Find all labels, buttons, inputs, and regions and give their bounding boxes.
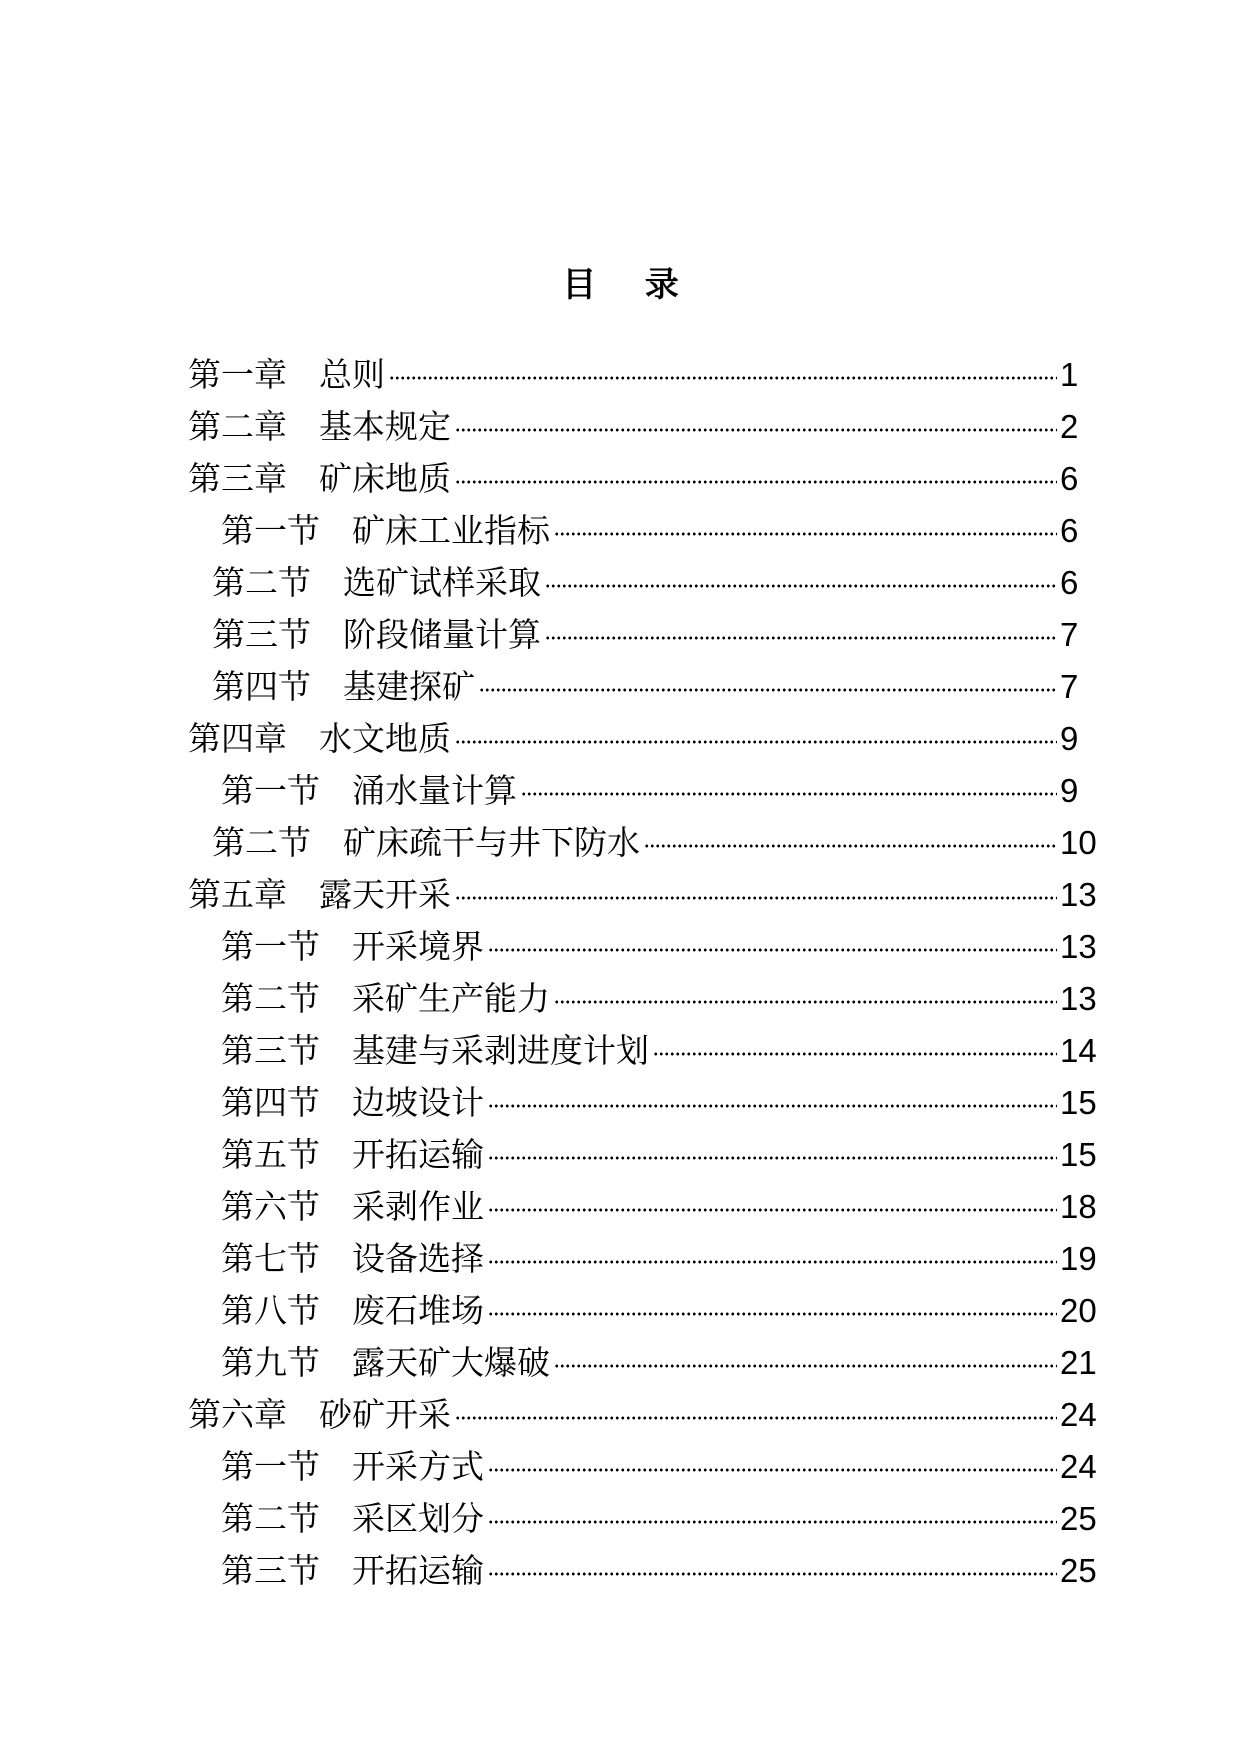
toc-section-entry bbox=[188, 1493, 1104, 1545]
section-label: 第三节 bbox=[221, 1552, 320, 1589]
section-label: 第一节 bbox=[221, 512, 320, 549]
section-label: 第一节 bbox=[221, 1448, 320, 1485]
dot-leader bbox=[488, 1520, 1057, 1524]
dot-leader bbox=[488, 1312, 1057, 1316]
dot-leader bbox=[554, 1000, 1057, 1004]
toc-section-entry bbox=[188, 1025, 1104, 1077]
section-title: 采剥作业 bbox=[352, 1188, 484, 1225]
chapter-title: 露天开采 bbox=[319, 876, 451, 913]
toc-heading: 目 录 bbox=[562, 266, 679, 304]
dot-leader bbox=[488, 1260, 1057, 1264]
dot-leader bbox=[455, 896, 1057, 900]
section-label: 第一节 bbox=[221, 772, 320, 809]
section-label: 第二节 bbox=[221, 980, 320, 1017]
toc-chapter-entry bbox=[188, 869, 1104, 921]
dot-leader bbox=[488, 1572, 1057, 1576]
dot-leader bbox=[455, 480, 1057, 484]
dot-leader bbox=[545, 636, 1057, 640]
section-label: 第八节 bbox=[221, 1292, 320, 1329]
page-number: 6 bbox=[1060, 460, 1079, 497]
section-title: 废石堆场 bbox=[352, 1292, 484, 1329]
section-label: 第二节 bbox=[212, 824, 311, 861]
page-number: 15 bbox=[1060, 1136, 1097, 1173]
toc-section-entry bbox=[188, 661, 1104, 713]
page-number: 6 bbox=[1060, 564, 1079, 601]
page-number: 14 bbox=[1060, 1032, 1097, 1069]
toc-section-entry bbox=[188, 1337, 1104, 1389]
table-of-contents bbox=[188, 349, 1104, 1597]
page-number: 13 bbox=[1060, 980, 1097, 1017]
chapter-label: 第六章 bbox=[188, 1396, 287, 1433]
chapter-title: 总则 bbox=[319, 356, 385, 393]
page-number: 13 bbox=[1060, 928, 1097, 965]
page-number: 7 bbox=[1060, 668, 1079, 705]
section-label: 第四节 bbox=[212, 668, 311, 705]
toc-section-entry bbox=[188, 1181, 1104, 1233]
page-number: 19 bbox=[1060, 1240, 1097, 1277]
dot-leader bbox=[455, 428, 1057, 432]
section-title: 矿床工业指标 bbox=[352, 512, 550, 549]
section-title: 基建探矿 bbox=[343, 668, 475, 705]
section-label: 第九节 bbox=[221, 1344, 320, 1381]
dot-leader bbox=[389, 376, 1057, 380]
dot-leader bbox=[644, 844, 1057, 848]
dot-leader bbox=[455, 740, 1057, 744]
section-title: 边坡设计 bbox=[352, 1084, 484, 1121]
section-label: 第五节 bbox=[221, 1136, 320, 1173]
dot-leader bbox=[653, 1052, 1057, 1056]
section-title: 设备选择 bbox=[352, 1240, 484, 1277]
toc-section-entry bbox=[188, 921, 1104, 973]
section-label: 第三节 bbox=[212, 616, 311, 653]
section-title: 开采境界 bbox=[352, 928, 484, 965]
dot-leader bbox=[545, 584, 1057, 588]
dot-leader bbox=[554, 1364, 1057, 1368]
toc-section-entry bbox=[188, 1285, 1104, 1337]
page-number: 20 bbox=[1060, 1292, 1097, 1329]
page-number: 21 bbox=[1060, 1344, 1097, 1381]
section-title: 开采方式 bbox=[352, 1448, 484, 1485]
toc-chapter-entry bbox=[188, 1389, 1104, 1441]
page-number: 10 bbox=[1060, 824, 1097, 861]
toc-chapter-entry bbox=[188, 401, 1104, 453]
page-number: 18 bbox=[1060, 1188, 1097, 1225]
toc-section-entry bbox=[188, 505, 1104, 557]
page-number: 13 bbox=[1060, 876, 1097, 913]
toc-section-entry bbox=[188, 1545, 1104, 1597]
toc-section-entry bbox=[188, 973, 1104, 1025]
section-label: 第二节 bbox=[221, 1500, 320, 1537]
chapter-title: 砂矿开采 bbox=[319, 1396, 451, 1433]
section-title: 采矿生产能力 bbox=[352, 980, 550, 1017]
page-number: 9 bbox=[1060, 772, 1079, 809]
toc-chapter-entry bbox=[188, 349, 1104, 401]
section-title: 基建与采剥进度计划 bbox=[352, 1032, 649, 1069]
chapter-label: 第二章 bbox=[188, 408, 287, 445]
toc-section-entry bbox=[188, 765, 1104, 817]
section-label: 第六节 bbox=[221, 1188, 320, 1225]
section-label: 第一节 bbox=[221, 928, 320, 965]
chapter-title: 水文地质 bbox=[319, 720, 451, 757]
chapter-label: 第五章 bbox=[188, 876, 287, 913]
section-label: 第四节 bbox=[221, 1084, 320, 1121]
section-title: 露天矿大爆破 bbox=[352, 1344, 550, 1381]
section-title: 选矿试样采取 bbox=[343, 564, 541, 601]
section-title: 开拓运输 bbox=[352, 1552, 484, 1589]
page-number: 24 bbox=[1060, 1448, 1097, 1485]
section-title: 矿床疏干与井下防水 bbox=[343, 824, 640, 861]
toc-section-entry bbox=[188, 557, 1104, 609]
page-number: 25 bbox=[1060, 1552, 1097, 1589]
page-number: 2 bbox=[1060, 408, 1079, 445]
page-number: 24 bbox=[1060, 1396, 1097, 1433]
dot-leader bbox=[521, 792, 1057, 796]
chapter-label: 第三章 bbox=[188, 460, 287, 497]
toc-chapter-entry bbox=[188, 713, 1104, 765]
page-number: 1 bbox=[1060, 356, 1079, 393]
section-title: 采区划分 bbox=[352, 1500, 484, 1537]
dot-leader bbox=[455, 1416, 1057, 1420]
section-label: 第二节 bbox=[212, 564, 311, 601]
dot-leader bbox=[554, 532, 1057, 536]
section-label: 第三节 bbox=[221, 1032, 320, 1069]
page-number: 7 bbox=[1060, 616, 1079, 653]
chapter-label: 第四章 bbox=[188, 720, 287, 757]
chapter-title: 基本规定 bbox=[319, 408, 451, 445]
dot-leader bbox=[488, 1156, 1057, 1160]
toc-section-entry bbox=[188, 817, 1104, 869]
toc-section-entry bbox=[188, 609, 1104, 661]
dot-leader bbox=[488, 948, 1057, 952]
section-title: 涌水量计算 bbox=[352, 772, 517, 809]
page-number: 25 bbox=[1060, 1500, 1097, 1537]
page-number: 9 bbox=[1060, 720, 1079, 757]
page-number: 6 bbox=[1060, 512, 1079, 549]
dot-leader bbox=[479, 688, 1057, 692]
section-title: 阶段储量计算 bbox=[343, 616, 541, 653]
toc-section-entry bbox=[188, 1077, 1104, 1129]
chapter-label: 第一章 bbox=[188, 356, 287, 393]
toc-section-entry bbox=[188, 1233, 1104, 1285]
section-label: 第七节 bbox=[221, 1240, 320, 1277]
toc-section-entry bbox=[188, 1129, 1104, 1181]
section-title: 开拓运输 bbox=[352, 1136, 484, 1173]
toc-section-entry bbox=[188, 1441, 1104, 1493]
dot-leader bbox=[488, 1468, 1057, 1472]
chapter-title: 矿床地质 bbox=[319, 460, 451, 497]
page-number: 15 bbox=[1060, 1084, 1097, 1121]
dot-leader bbox=[488, 1208, 1057, 1212]
toc-chapter-entry bbox=[188, 453, 1104, 505]
dot-leader bbox=[488, 1104, 1057, 1108]
